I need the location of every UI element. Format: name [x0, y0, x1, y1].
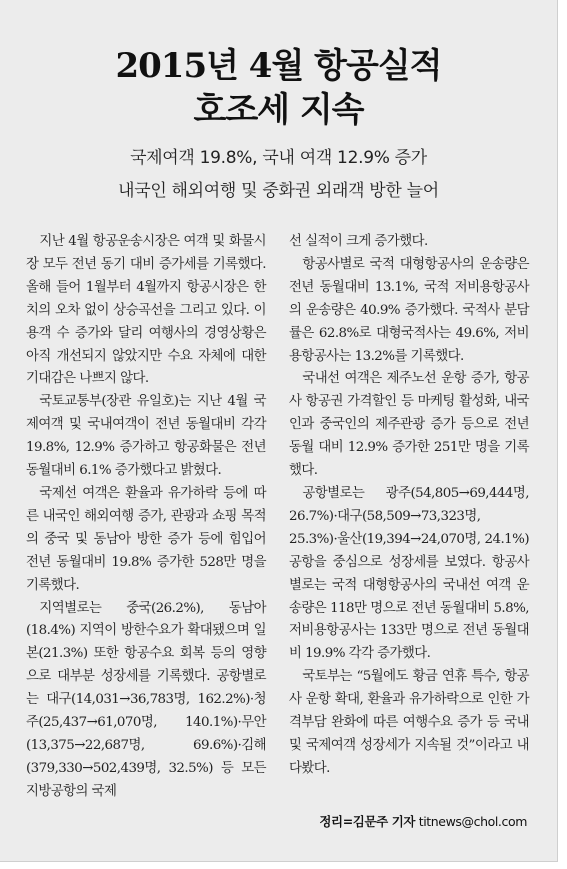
headline-line-1: 2015년 4월 항공실적 — [115, 46, 442, 86]
subheadline-2: 내국인 해외여행 및 중화권 외래객 방한 늘어 — [118, 181, 439, 201]
paragraph: 국내선 여객은 제주노선 운항 증가, 항공사 항공권 가격할인 등 마케팅 활성화, 내국인과 중국인의 제주관광 증가 등으로 전년동월 대비 12.9% 증가한 251만 명을 기록했다. — [289, 371, 529, 479]
paragraph: 공항별로는 광주(54,805→69,444명, 26.7%)·대구(58,509→73,323명, 25.3%)·울산(19,394→24,070명, 24.1%) 공항을 중심으로 성장세를 보였다. 항공사별로는 국적 대형항공사의 국내선 여객 운송량은 118만 명으로 전년 동월대비 5.8%, 저비용항공사는 133만 명으로 전년 동월대비 19.9% 각각 증가했다. — [289, 485, 529, 662]
subheadline-1: 국제여객 19.8%, 국내 여객 12.9% 증가 — [130, 148, 427, 168]
paragraph: 지난 4월 항공운송시장은 여객 및 화물시장 모두 전년 동기 대비 증가세를 기록했다. 올해 들어 1월부터 4월까지 항공시장은 한 치의 오차 없이 상승곡선을 그리고 있다. 이용객 수 증가와 달리 여행사의 경영상황은 아직 개선되지 않았지만 수요 자체에 대한 기대감은 나쁘지 않다. — [26, 234, 266, 387]
paragraph: 지역별로는 중국(26.2%), 동남아(18.4%) 지역이 방한수요가 확대됐으며 일본(21.3%) 또한 항공수요 회복 등의 영향으로 대부분 성장세를 기록했다. 공항별로는 대구(14,031→36,783명, 162.2%)·청주(25,437→61,070명, 140.1%)·무안(13,375→22,687명, 69.6%)·김해(379,330→502,439명, 32.5%) 등 모든 지방공항의 국제 — [26, 600, 266, 799]
article-column-left — [26, 231, 266, 804]
headline-line-2: 호조세 지속 — [193, 90, 364, 130]
byline-email[interactable]: titnews@chol.com — [418, 814, 527, 829]
paragraph: 국제선 여객은 환율과 유가하락 등에 따른 내국인 해외여행 증가, 관광과 쇼핑 목적의 중국 및 동남아 방한 증가 등에 힘입어 전년 동월대비 19.8% 증가한 528만 명을 기록했다. — [26, 485, 266, 593]
article-column-right — [289, 231, 529, 781]
paragraph: 국토교통부(장관 유일호)는 지난 4월 국제여객 및 국내여객이 전년 동월대비 각각 19.8%, 12.9% 증가하고 항공화물은 전년 동월대비 6.1% 증가했다고 밝혔다. — [26, 394, 266, 479]
byline — [319, 812, 527, 830]
paragraph: 항공사별로 국적 대형항공사의 운송량은 전년 동월대비 13.1%, 국적 저비용항공사의 운송량은 40.9% 증가했다. 국적사 분담률은 62.8%로 대형국적사는 49.6%, 저비용항공사는 13.2%를 기록했다. — [289, 256, 529, 364]
paragraph-continuation: 선 실적이 크게 증가했다. — [289, 234, 428, 249]
paragraph: 국토부는 “5월에도 황금 연휴 특수, 항공사 운항 확대, 환율과 유가하락으로 인한 가격부담 완화에 따른 여행수요 증가 등 국내 및 국제여객 성장세가 지속될 것”이라고 내다봤다. — [289, 669, 529, 776]
byline-author: 정리=김문주 기자 — [319, 814, 416, 829]
